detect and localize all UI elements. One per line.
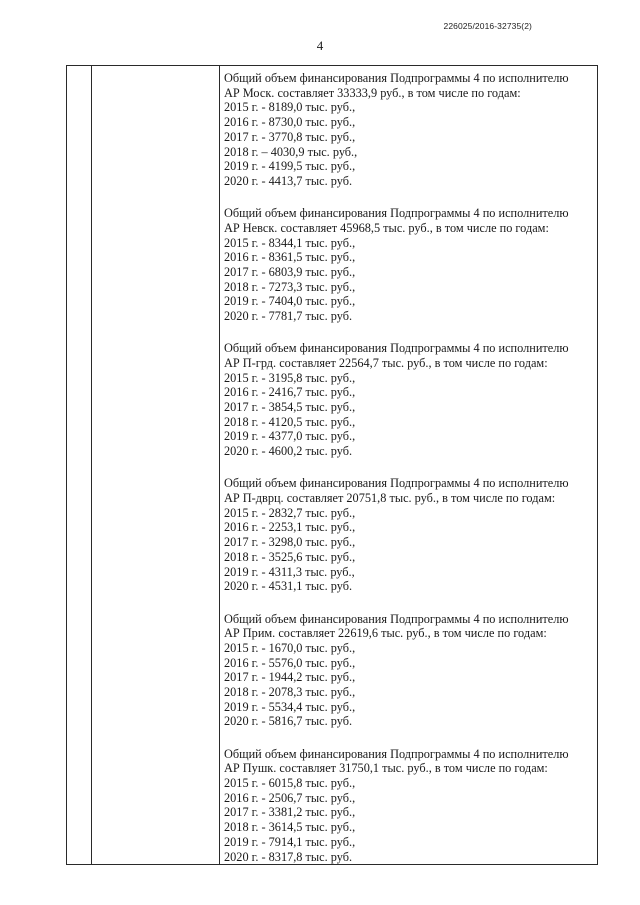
funding-year-line: 2020 г. - 4600,2 тыс. руб. (224, 444, 353, 459)
funding-intro-line: Общий объем финансирования Подпрограммы 4 по исполнителю (224, 341, 569, 356)
funding-section (224, 71, 597, 189)
funding-year-line: 2016 г. - 2253,1 тыс. руб., (224, 520, 356, 535)
funding-year-line: 2020 г. - 4413,7 тыс. руб. (224, 173, 353, 188)
funding-year-line: 2016 г. - 5576,0 тыс. руб., (224, 655, 356, 670)
table-cell-content (220, 66, 598, 865)
funding-year-line: 2015 г. - 3195,8 тыс. руб., (224, 370, 356, 385)
funding-year-line: 2017 г. - 3298,0 тыс. руб., (224, 535, 356, 550)
funding-year-line: 2020 г. - 8317,8 тыс. руб. (224, 849, 353, 864)
funding-year-line: 2020 г. - 5816,7 тыс. руб. (224, 714, 353, 729)
funding-intro-line: Общий объем финансирования Подпрограммы 4 по исполнителю (224, 71, 569, 85)
funding-year-line: 2015 г. - 8344,1 тыс. руб., (224, 235, 356, 250)
funding-year-line: 2020 г. - 7781,7 тыс. руб. (224, 309, 353, 324)
funding-year-line: 2017 г. - 3381,2 тыс. руб., (224, 805, 356, 820)
funding-section (224, 341, 597, 459)
funding-year-line: 2018 г. – 4030,9 тыс. руб., (224, 144, 358, 159)
funding-intro-line: Общий объем финансирования Подпрограммы 4 по исполнителю (224, 206, 569, 221)
funding-intro-line: АР П-дврц. составляет 20751,8 тыс. руб., в том числе по годам: (224, 491, 556, 506)
funding-intro-line: Общий объем финансирования Подпрограммы 4 по исполнителю (224, 476, 569, 491)
funding-year-line: 2019 г. - 4377,0 тыс. руб., (224, 429, 356, 444)
funding-section (224, 612, 597, 730)
funding-year-line: 2017 г. - 3854,5 тыс. руб., (224, 400, 356, 415)
funding-year-line: 2017 г. - 6803,9 тыс. руб., (224, 264, 356, 279)
funding-year-line: 2016 г. - 2416,7 тыс. руб., (224, 385, 356, 400)
funding-intro-line: АР Прим. составляет 22619,6 тыс. руб., в том числе по годам: (224, 626, 547, 641)
funding-year-line: 2015 г. - 1670,0 тыс. руб., (224, 640, 356, 655)
funding-year-line: 2020 г. - 4531,1 тыс. руб. (224, 579, 353, 594)
funding-intro-line: Общий объем финансирования Подпрограммы 4 по исполнителю (224, 746, 569, 761)
funding-year-line: 2016 г. - 8361,5 тыс. руб., (224, 250, 356, 265)
funding-year-line: 2019 г. - 5534,4 тыс. руб., (224, 699, 356, 714)
funding-year-line: 2019 г. - 7404,0 тыс. руб., (224, 294, 356, 309)
funding-year-line: 2016 г. - 8730,0 тыс. руб., (224, 115, 356, 130)
funding-year-line: 2019 г. - 4199,5 тыс. руб., (224, 159, 356, 174)
funding-year-line: 2016 г. - 2506,7 тыс. руб., (224, 790, 356, 805)
funding-intro-line: АР Пушк. составляет 31750,1 тыс. руб., в том числе по годам: (224, 761, 548, 776)
funding-year-line: 2018 г. - 3614,5 тыс. руб., (224, 820, 356, 835)
funding-intro-line: АР Невск. составляет 45968,5 тыс. руб., в том числе по годам: (224, 220, 549, 235)
funding-year-line: 2019 г. - 7914,1 тыс. руб., (224, 834, 356, 849)
table-row (67, 66, 598, 865)
funding-year-line: 2018 г. - 4120,5 тыс. руб., (224, 414, 356, 429)
funding-year-line: 2017 г. - 1944,2 тыс. руб., (224, 670, 356, 685)
funding-year-line: 2015 г. - 6015,8 тыс. руб., (224, 776, 356, 791)
funding-year-line: 2015 г. - 8189,0 тыс. руб., (224, 100, 356, 115)
table-cell-label (92, 66, 220, 865)
funding-year-line: 2019 г. - 4311,3 тыс. руб., (224, 564, 355, 579)
funding-intro-line: АР П-грд. составляет 22564,7 тыс. руб., в том числе по годам: (224, 355, 548, 370)
funding-intro-line: Общий объем финансирования Подпрограммы 4 по исполнителю (224, 611, 569, 626)
funding-year-line: 2015 г. - 2832,7 тыс. руб., (224, 505, 356, 520)
page-number: 4 (316, 38, 324, 53)
funding-intro-line: АР Моск. составляет 33333,9 руб., в том числе по годам: (224, 85, 521, 100)
funding-year-line: 2018 г. - 3525,6 тыс. руб., (224, 549, 356, 564)
table-cell-number (67, 66, 92, 865)
funding-section (224, 206, 597, 324)
funding-section (224, 747, 597, 865)
funding-year-line: 2017 г. - 3770,8 тыс. руб., (224, 129, 356, 144)
document-table (66, 65, 598, 865)
funding-sections (224, 71, 597, 864)
funding-year-line: 2018 г. - 2078,3 тыс. руб., (224, 685, 356, 700)
document-code: 226025/2016-32735(2) (443, 21, 532, 31)
funding-section (224, 476, 597, 594)
funding-year-line: 2018 г. - 7273,3 тыс. руб., (224, 279, 356, 294)
